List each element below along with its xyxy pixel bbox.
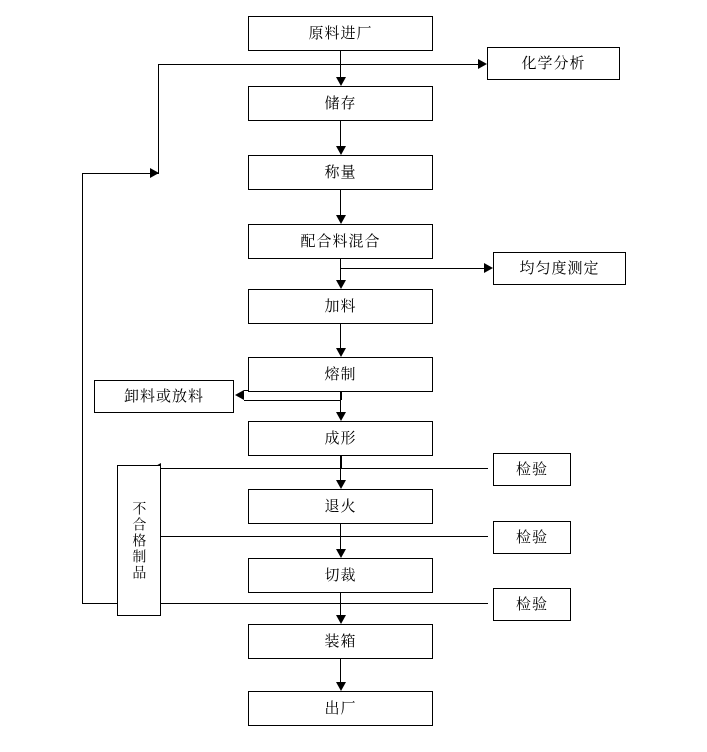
node-unload-material[interactable] <box>94 380 234 413</box>
arrowhead-mixing <box>336 215 346 224</box>
node-shipping[interactable] <box>248 691 433 726</box>
node-annealing[interactable] <box>248 489 433 524</box>
arrowhead-charging <box>336 280 346 289</box>
node-inspection-1[interactable] <box>493 453 571 486</box>
node-label: 切裁 <box>324 566 357 584</box>
connector-forming-tap-1 <box>341 456 342 468</box>
connector-inspection1-to-defective <box>161 468 488 469</box>
connector-storage-to-weighing <box>340 121 341 146</box>
arrowhead-storage <box>336 77 346 86</box>
node-label: 成形 <box>324 429 357 447</box>
connector-packing-to-shipping <box>340 659 341 682</box>
connector-left-outer-rail <box>82 173 83 603</box>
connector-to-uniformity-test <box>340 268 484 269</box>
node-label: 储存 <box>324 94 357 112</box>
arrowhead-forming <box>336 412 346 421</box>
node-storage[interactable] <box>248 86 433 121</box>
node-inspection-2[interactable] <box>493 521 571 554</box>
connector-melting-to-unload-lower <box>244 400 341 401</box>
node-batch-mixing[interactable] <box>248 224 433 259</box>
node-label: 装箱 <box>324 632 357 650</box>
arrowhead-left-rail-return <box>150 168 159 178</box>
node-raw-material[interactable] <box>248 16 433 51</box>
node-charging[interactable] <box>248 289 433 324</box>
node-label: 检验 <box>515 595 548 613</box>
node-uniformity-test[interactable] <box>493 252 626 285</box>
node-forming[interactable] <box>248 421 433 456</box>
node-cutting[interactable] <box>248 558 433 593</box>
node-label: 检验 <box>515 460 548 478</box>
connector-to-chemical-analysis <box>158 64 478 65</box>
arrowhead-uniformity-test <box>484 263 493 273</box>
arrowhead-melting <box>336 348 346 357</box>
node-label: 出厂 <box>324 699 357 717</box>
arrowhead-cutting <box>336 549 346 558</box>
connector-cutting-to-packing <box>340 593 341 615</box>
connector-left-rail-upper <box>158 64 159 174</box>
connector-inspection2-to-defective <box>161 536 488 537</box>
node-inspection-3[interactable] <box>493 588 571 621</box>
arrowhead-weighing <box>336 146 346 155</box>
connector-weighing-to-mixing <box>340 190 341 215</box>
node-label: 熔制 <box>324 365 357 383</box>
connector-mixing-to-charging <box>340 259 341 280</box>
node-defective-products[interactable] <box>117 465 161 616</box>
node-label: 称量 <box>324 163 357 181</box>
arrowhead-chemical-analysis <box>478 59 487 69</box>
node-weighing[interactable] <box>248 155 433 190</box>
connector-charging-to-melting <box>340 324 341 348</box>
node-packing[interactable] <box>248 624 433 659</box>
node-label: 均匀度测定 <box>519 259 600 277</box>
node-label: 原料进厂 <box>308 24 373 42</box>
node-label: 加料 <box>324 297 357 315</box>
connector-left-outer-rail-bottom <box>82 603 118 604</box>
node-melting[interactable] <box>248 357 433 392</box>
node-label: 化学分析 <box>521 54 586 72</box>
connector-left-rail-to-weighing <box>82 173 158 174</box>
arrowhead-unload-material <box>235 390 244 400</box>
node-label: 卸料或放料 <box>123 387 204 405</box>
arrowhead-shipping <box>336 682 346 691</box>
arrowhead-packing <box>336 615 346 624</box>
node-label: 配合料混合 <box>300 232 381 250</box>
node-label: 检验 <box>515 528 548 546</box>
node-chemical-analysis[interactable] <box>487 47 620 80</box>
connector-inspection3-to-defective <box>161 603 488 604</box>
node-label: 不合格制品 <box>131 500 148 581</box>
node-label: 退火 <box>324 497 357 515</box>
arrowhead-annealing <box>336 480 346 489</box>
